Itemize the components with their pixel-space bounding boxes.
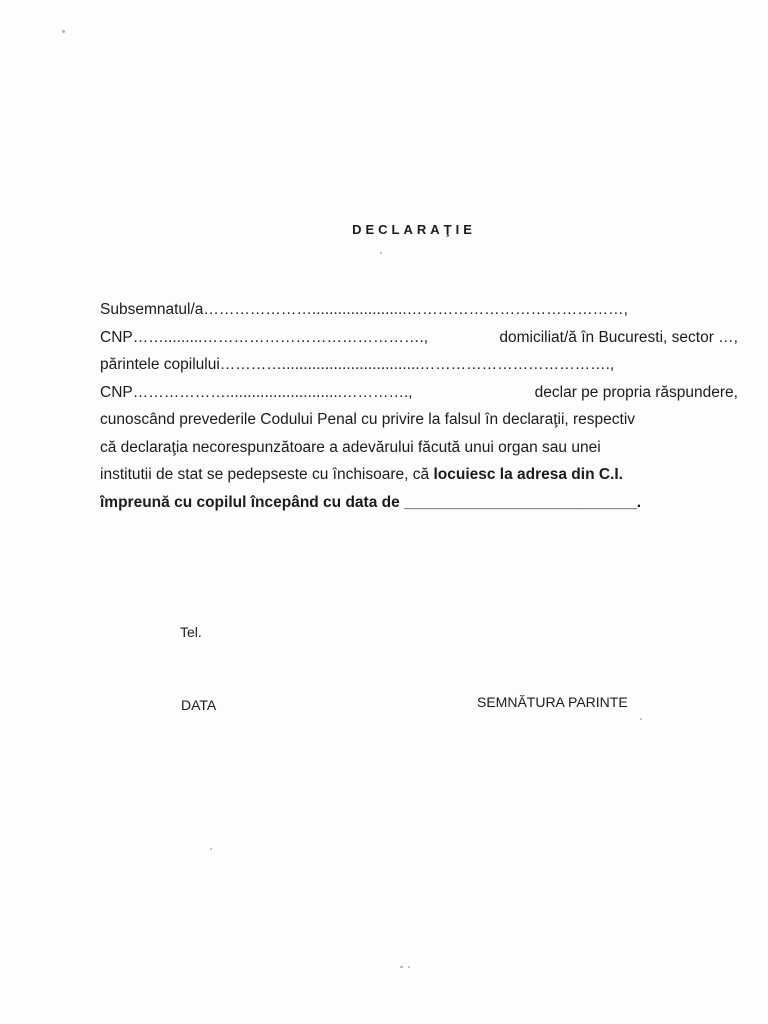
residence-bold-text: locuiesc la adresa din C.I. [433,466,623,483]
residence-text: institutii de stat se pedepseste cu închisoare, că [100,466,434,483]
declaration-line-cnp-declare [100,379,738,407]
child-cnp-field-label: CNP………………...........................…………., [100,383,413,401]
declaration-line-start-date: împreună cu copilul începând cu data de ___________________________. [100,493,642,511]
declaration-line-penal-code: cunoscând prevederile Codului Penal cu privire la falsul în declaraţii, respectiv [100,411,636,428]
declaration-line-parent: părintele copilului…………................................………………………………., [100,356,615,373]
declaration-body [100,296,738,516]
tel-label: Tel. [180,624,202,640]
scan-speck [408,966,410,968]
scan-speck [400,966,403,968]
scan-speck [62,30,65,33]
address-text: domiciliat/ă în Bucuresti, sector …, [499,328,738,346]
cnp-field-label: CNP…….........……………………………………., [100,328,429,346]
scan-speck [640,718,642,720]
scan-speck [380,252,382,254]
document-title: DECLARAŢIE [352,222,476,237]
declaration-line-false-statement: că declaraţia necorespunzătoare a adevărului făcută unui organ sau unei [100,438,601,456]
scan-speck [210,848,212,850]
date-label: DATA [181,697,217,713]
declare-text: declar pe propria răspundere, [534,383,738,401]
declaration-line-name: Subsemnatul/a…………………......................……………………………………, [100,301,628,318]
signature-label: SEMNĂTURA PARINTE [477,694,628,710]
declaration-line-residence [100,461,738,489]
declaration-line-cnp-address [100,324,738,352]
